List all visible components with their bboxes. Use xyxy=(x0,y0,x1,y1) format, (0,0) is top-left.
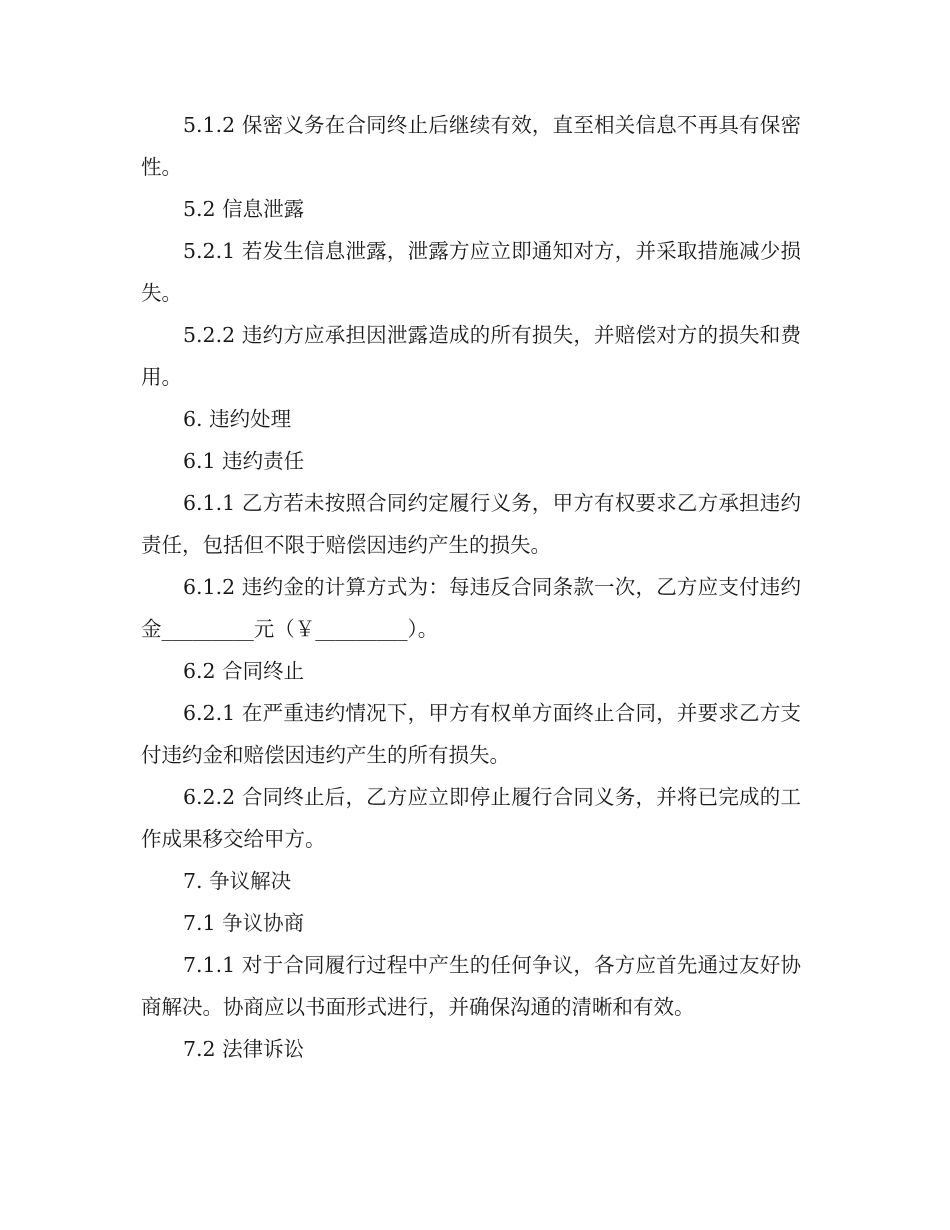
clause-5-1-2: 5.1.2 保密义务在合同终止后继续有效，直至相关信息不再具有保密性。 xyxy=(141,113,801,179)
heading-7-2: 7.2 法律诉讼 xyxy=(183,1037,305,1061)
heading-6-1: 6.1 违约责任 xyxy=(183,449,305,473)
heading-6-2: 6.2 合同终止 xyxy=(183,659,305,683)
clause-5-2-2: 5.2.2 违约方应承担因泄露造成的所有损失，并赔偿对方的损失和费用。 xyxy=(141,323,801,389)
clause-5-2-1: 5.2.1 若发生信息泄露，泄露方应立即通知对方，并采取措施减少损失。 xyxy=(141,239,801,305)
clause-6-2-1: 6.2.1 在严重违约情况下，甲方有权单方面终止合同，并要求乙方支付违约金和赔偿因违约产生的所有损失。 xyxy=(141,701,801,767)
heading-7-1: 7.1 争议协商 xyxy=(183,911,305,935)
heading-5-2: 5.2 信息泄露 xyxy=(183,197,305,221)
clause-6-1-2: 6.1.2 违约金的计算方式为：每违反合同条款一次，乙方应支付违约金_________元（￥_________）。 xyxy=(141,575,801,641)
clause-6-1-1: 6.1.1 乙方若未按照合同约定履行义务，甲方有权要求乙方承担违约责任，包括但不限于赔偿因违约产生的损失。 xyxy=(141,491,801,557)
heading-7: 7. 争议解决 xyxy=(183,869,292,893)
document-body xyxy=(141,104,801,1070)
clause-7-1-1: 7.1.1 对于合同履行过程中产生的任何争议，各方应首先通过友好协商解决。协商应以书面形式进行，并确保沟通的清晰和有效。 xyxy=(141,953,801,1019)
heading-6: 6. 违约处理 xyxy=(183,407,292,431)
clause-6-2-2: 6.2.2 合同终止后，乙方应立即停止履行合同义务，并将已完成的工作成果移交给甲方。 xyxy=(141,785,801,851)
